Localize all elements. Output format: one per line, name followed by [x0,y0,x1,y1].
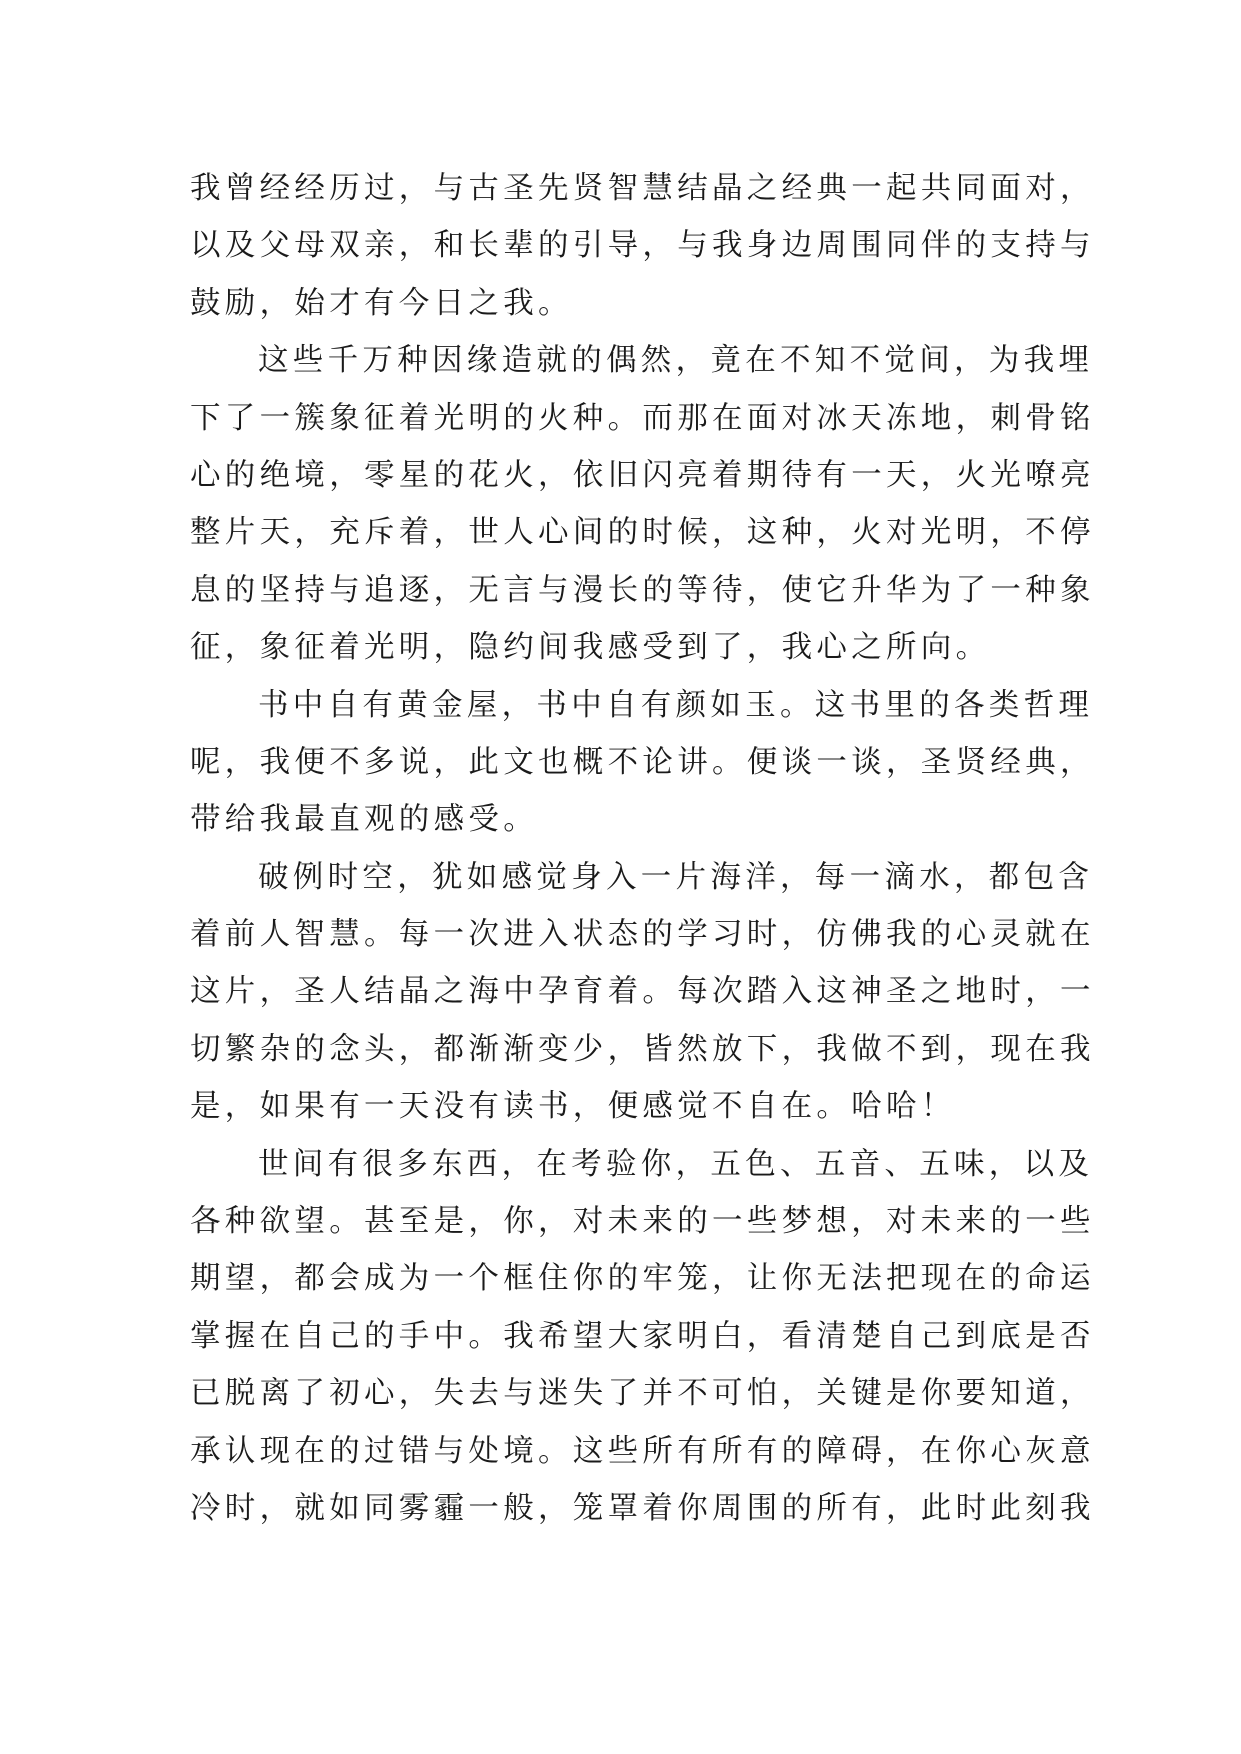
text-line: 切繁杂的念头，都渐渐变少，皆然放下，我做不到，现在我 [190,1031,1095,1067]
text-line: 整片天，充斥着，世人心间的时候，这种，火对光明，不停 [190,515,1095,551]
text-line: 下了一簇象征着光明的火种。而那在面对冰天冻地，刺骨铭 [190,400,1095,436]
text-line: 掌握在自己的手中。我希望大家明白，看清楚自己到底是否 [190,1318,1095,1354]
text-line: 承认现在的过错与处境。这些所有所有的障碍，在你心灰意 [190,1433,1095,1469]
text-line: 着前人智慧。每一次进入状态的学习时，仿佛我的心灵就在 [190,917,1095,953]
text-line: 呢，我便不多说，此文也概不论讲。便谈一谈，圣贤经典， [190,744,1095,780]
text-line: 鼓励，始才有今日之我。 [190,285,573,321]
paragraph-first-line: 书中自有黄金屋，书中自有颜如玉。这书里的各类哲理 [258,687,1094,723]
text-line: 各种欲望。甚至是，你，对未来的一些梦想，对未来的一些 [190,1204,1095,1240]
text-line: 我曾经经历过，与古圣先贤智慧结晶之经典一起共同面对， [190,171,1095,206]
paragraph-first-line: 破例时空，犹如感觉身入一片海洋，每一滴水，都包含 [258,859,1094,895]
text-line: 征，象征着光明，隐约间我感受到了，我心之所向。 [190,630,991,666]
paragraph-first-line: 这些千万种因缘造就的偶然，竟在不知不觉间，为我埋 [258,343,1094,379]
text-line: 息的坚持与追逐，无言与漫长的等待，使它升华为了一种象 [190,572,1095,608]
text-line: 带给我最直观的感受。 [190,802,538,838]
text-line: 已脱离了初心，失去与迷失了并不可怕，关键是你要知道， [190,1376,1095,1412]
paragraph-first-line: 世间有很多东西，在考验你，五色、五音、五味，以及 [258,1146,1094,1182]
text-line: 心的绝境，零星的花火，依旧闪亮着期待有一天，火光嘹亮 [190,457,1095,493]
document-body [190,160,1095,1537]
text-line: 这片，圣人结晶之海中孕育着。每次踏入这神圣之地时，一 [190,974,1095,1010]
text-line: 期望，都会成为一个框住你的牢笼，让你无法把现在的命运 [190,1261,1095,1297]
text-line: 以及父母双亲，和长辈的引导，与我身边周围同伴的支持与 [190,228,1095,264]
text-line: 是，如果有一天没有读书，便感觉不自在。哈哈！ [190,1089,956,1125]
text-line: 冷时，就如同雾霾一般，笼罩着你周围的所有，此时此刻我 [190,1490,1095,1526]
